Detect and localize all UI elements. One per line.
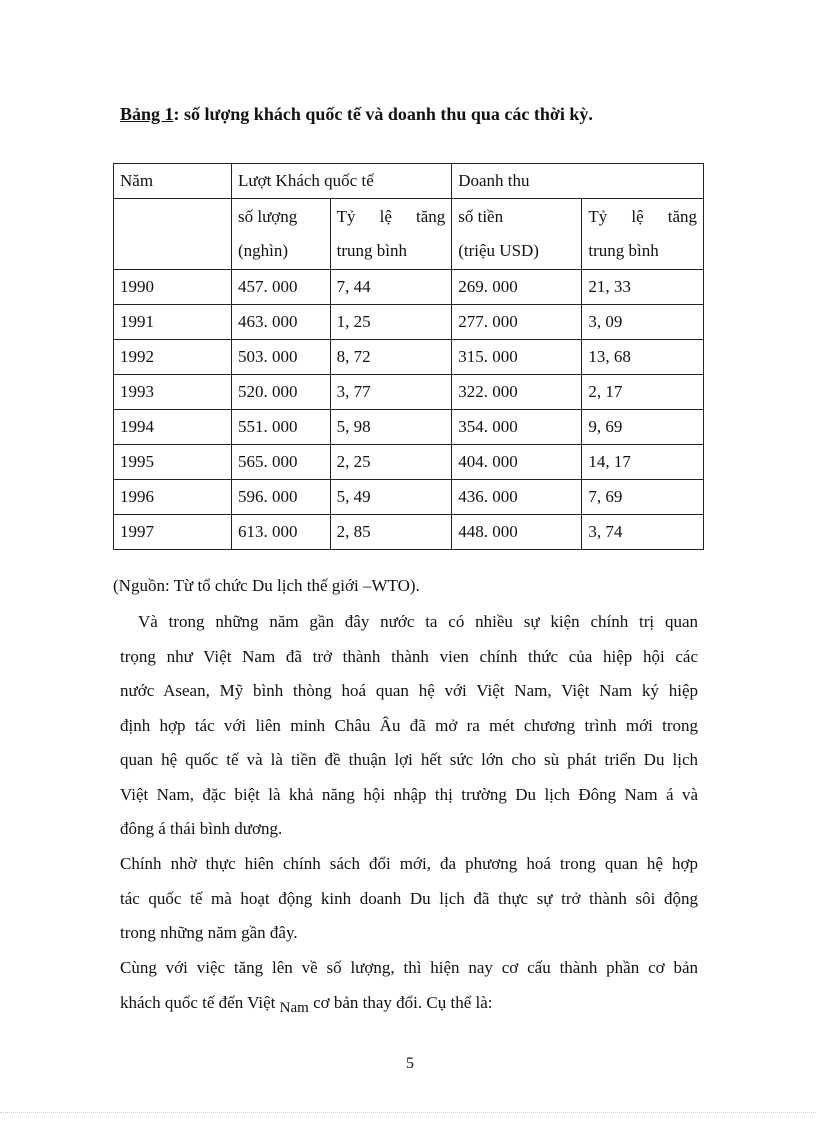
table-caption-label: Bảng 1	[120, 104, 174, 124]
cell-visitors: 463. 000	[232, 305, 331, 340]
paragraph-line: quan hệ quốc tế và là tiền đề thuận lợi hết sức lớn cho sù phát triển Du lịch	[120, 750, 698, 769]
cell-year: 1991	[114, 305, 232, 340]
cell-visitor-growth: 5, 98	[330, 410, 452, 445]
subheader-line: trung bình	[588, 241, 659, 260]
cell-revenue-growth: 3, 74	[582, 515, 704, 550]
subheader-line: trung bình	[336, 241, 408, 260]
cell-revenue: 354. 000	[452, 410, 582, 445]
cell-revenue: 448. 000	[452, 515, 582, 550]
cell-year: 1997	[114, 515, 232, 550]
paragraph-line: Và trong những năm gần đây nước ta có nhiều sự kiện chính trị quan	[138, 612, 698, 631]
cell-revenue: 322. 000	[452, 375, 582, 410]
table-caption	[120, 104, 593, 125]
cell-visitor-growth: 5, 49	[330, 480, 452, 515]
paragraph-line: nước Asean, Mỹ bình thòng hoá quan hệ với Việt Nam, Việt Nam ký hiệp	[120, 681, 698, 700]
subheader-revenue-amount	[452, 199, 582, 270]
paragraph-line: trong những năm gần đây.	[120, 923, 298, 942]
subheader-line: Tỷ lệ tăng	[336, 207, 446, 226]
cell-visitor-growth: 2, 25	[330, 445, 452, 480]
paragraph-line: Chính nhờ thực hiên chính sách đổi mới, đa phương hoá trong quan hệ hợp	[120, 854, 698, 873]
cell-revenue-growth: 13, 68	[582, 340, 704, 375]
paragraph-fragment: Nam	[279, 999, 309, 1016]
cell-revenue-growth: 14, 17	[582, 445, 704, 480]
paragraph-line: đông á thái bình dương.	[120, 819, 283, 838]
subheader-visitor-count	[232, 199, 331, 270]
paragraph-line: Việt Nam, đặc biệt là khả năng hội nhập thị trường Du lịch Đông Nam á và	[120, 784, 698, 804]
cell-revenue-growth: 2, 17	[582, 375, 704, 410]
header-visitors: Lượt Khách quốc tế	[232, 164, 452, 199]
cell-visitors: 520. 000	[232, 375, 331, 410]
subheader-line: (triệu USD)	[458, 241, 539, 260]
table-header-row	[114, 164, 704, 199]
cell-visitors: 613. 000	[232, 515, 331, 550]
paragraph-fragment: cơ bản thay đổi. Cụ thể là:	[313, 992, 493, 1012]
cell-visitor-growth: 3, 77	[330, 375, 452, 410]
subheader-line: (nghìn)	[238, 241, 289, 260]
subheader-empty	[114, 199, 232, 270]
table-row	[114, 515, 704, 550]
paragraph	[120, 605, 698, 847]
subheader-line: số lượng	[238, 207, 298, 226]
table-row	[114, 410, 704, 445]
cell-revenue: 404. 000	[452, 445, 582, 480]
source-note: (Nguồn: Từ tổ chức Du lịch thế giới –WTO).	[113, 576, 420, 595]
table-row	[114, 445, 704, 480]
cell-visitor-growth: 8, 72	[330, 340, 452, 375]
paragraph-line	[120, 986, 698, 1021]
cell-revenue-growth: 21, 33	[582, 270, 704, 305]
subheader-visitor-growth	[330, 199, 452, 270]
cell-visitors: 457. 000	[232, 270, 331, 305]
cell-year: 1992	[114, 340, 232, 375]
cell-visitors: 565. 000	[232, 445, 331, 480]
cell-year: 1990	[114, 270, 232, 305]
cell-visitors: 551. 000	[232, 410, 331, 445]
cell-year: 1993	[114, 375, 232, 410]
cell-revenue-growth: 3, 09	[582, 305, 704, 340]
table-row	[114, 270, 704, 305]
subheader-revenue-growth	[582, 199, 704, 270]
cell-revenue: 269. 000	[452, 270, 582, 305]
cell-revenue: 277. 000	[452, 305, 582, 340]
subheader-line: số tiền	[458, 207, 504, 226]
table-row	[114, 375, 704, 410]
paragraph-fragment: khách quốc tế đến Việt	[120, 992, 276, 1012]
table-row	[114, 305, 704, 340]
paragraph-line: trọng như Việt Nam đã trở thành thành vien chính thức của hiệp hội các	[120, 646, 698, 666]
paragraph-line: Cùng với việc tăng lên về số lượng, thì hiện nay cơ cấu thành phần cơ bản	[120, 958, 698, 977]
paragraph-line: tác quốc tế mà hoạt động kinh doanh Du lịch đã thực sự trở thành sôi động	[120, 888, 698, 908]
cell-visitor-growth: 1, 25	[330, 305, 452, 340]
page-bottom-divider	[0, 1112, 816, 1113]
cell-revenue-growth: 7, 69	[582, 480, 704, 515]
paragraph	[120, 951, 698, 1020]
subheader-line: Tỷ lệ tăng	[588, 207, 697, 226]
cell-revenue: 436. 000	[452, 480, 582, 515]
cell-visitor-growth: 2, 85	[330, 515, 452, 550]
cell-visitor-growth: 7, 44	[330, 270, 452, 305]
table-subheader-row	[114, 199, 704, 270]
cell-visitors: 503. 000	[232, 340, 331, 375]
cell-year: 1996	[114, 480, 232, 515]
cell-year: 1995	[114, 445, 232, 480]
header-revenue: Doanh thu	[452, 164, 704, 199]
table-caption-text: : số lượng khách quốc tế và doanh thu qua các thời kỳ.	[173, 104, 593, 124]
table-row	[114, 480, 704, 515]
page-number: 5	[406, 1055, 414, 1072]
table-row	[114, 340, 704, 375]
header-year: Năm	[114, 164, 232, 199]
cell-year: 1994	[114, 410, 232, 445]
cell-visitors: 596. 000	[232, 480, 331, 515]
tourism-statistics-table	[113, 163, 704, 550]
paragraph	[120, 847, 698, 951]
paragraph-line: định hợp tác với liên minh Châu Âu đã mở ra mét chương trình mới trong	[120, 715, 698, 735]
cell-revenue-growth: 9, 69	[582, 410, 704, 445]
cell-revenue: 315. 000	[452, 340, 582, 375]
